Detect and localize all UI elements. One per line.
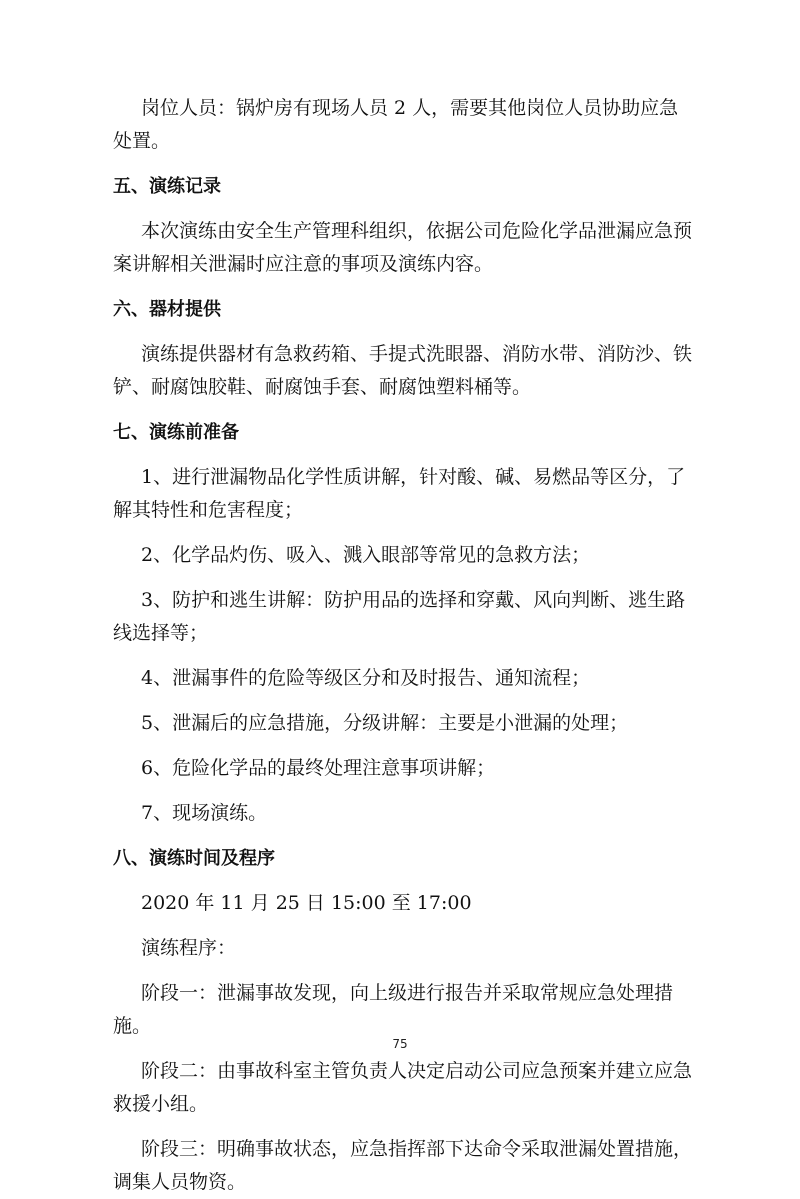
- list-item-prep-2: 2、化学品灼伤、吸入、溅入眼部等常见的急救方法；: [141, 544, 591, 566]
- list-item-prep-4: 4、泄漏事件的危险等级区分和及时报告、通知流程；: [141, 667, 591, 689]
- heading-preparation: 七、演练前准备: [113, 422, 239, 443]
- list-item-prep-1: 1、进行泄漏物品化学性质讲解，针对酸、碱、易燃品等区分，了解其特性和危害程度；: [113, 466, 686, 521]
- list-item-prep-6: 6、危险化学品的最终处理注意事项讲解；: [141, 757, 496, 779]
- document-page: [113, 92, 693, 1199]
- paragraph-post-personnel: 岗位人员：锅炉房有现场人员 2 人，需要其他岗位人员协助应急处置。: [113, 97, 679, 152]
- paragraph-stage-2: 阶段二：由事故科室主管负责人决定启动公司应急预案并建立应急救援小组。: [113, 1060, 693, 1115]
- heading-drill-record: 五、演练记录: [113, 176, 221, 197]
- list-item-prep-3: 3、防护和逃生讲解：防护用品的选择和穿戴、风向判断、逃生路线选择等；: [113, 589, 686, 644]
- list-item-prep-7: 7、现场演练。: [141, 802, 268, 824]
- page-number: 75: [392, 1037, 408, 1051]
- paragraph-procedure-label: 演练程序：: [141, 937, 237, 959]
- paragraph-stage-3: 阶段三：明确事故状态，应急指挥部下达命令采取泄漏处置措施，调集人员物资。: [113, 1138, 693, 1193]
- heading-equipment: 六、器材提供: [113, 299, 221, 320]
- heading-time-procedure: 八、演练时间及程序: [113, 848, 275, 869]
- paragraph-drill-record: 本次演练由安全生产管理科组织，依据公司危险化学品泄漏应急预案讲解相关泄漏时应注意的事项及演练内容。: [113, 220, 693, 275]
- list-item-prep-5: 5、泄漏后的应急措施，分级讲解：主要是小泄漏的处理；: [141, 712, 629, 734]
- paragraph-equipment: 演练提供器材有急救药箱、手提式洗眼器、消防水带、消防沙、铁铲、耐腐蚀胶鞋、耐腐蚀手套、耐腐蚀塑料桶等。: [113, 343, 693, 398]
- paragraph-drill-time: 2020 年 11 月 25 日 15:00 至 17:00: [141, 892, 472, 914]
- paragraph-stage-1: 阶段一：泄漏事故发现，向上级进行报告并采取常规应急处理措施。: [113, 982, 674, 1037]
